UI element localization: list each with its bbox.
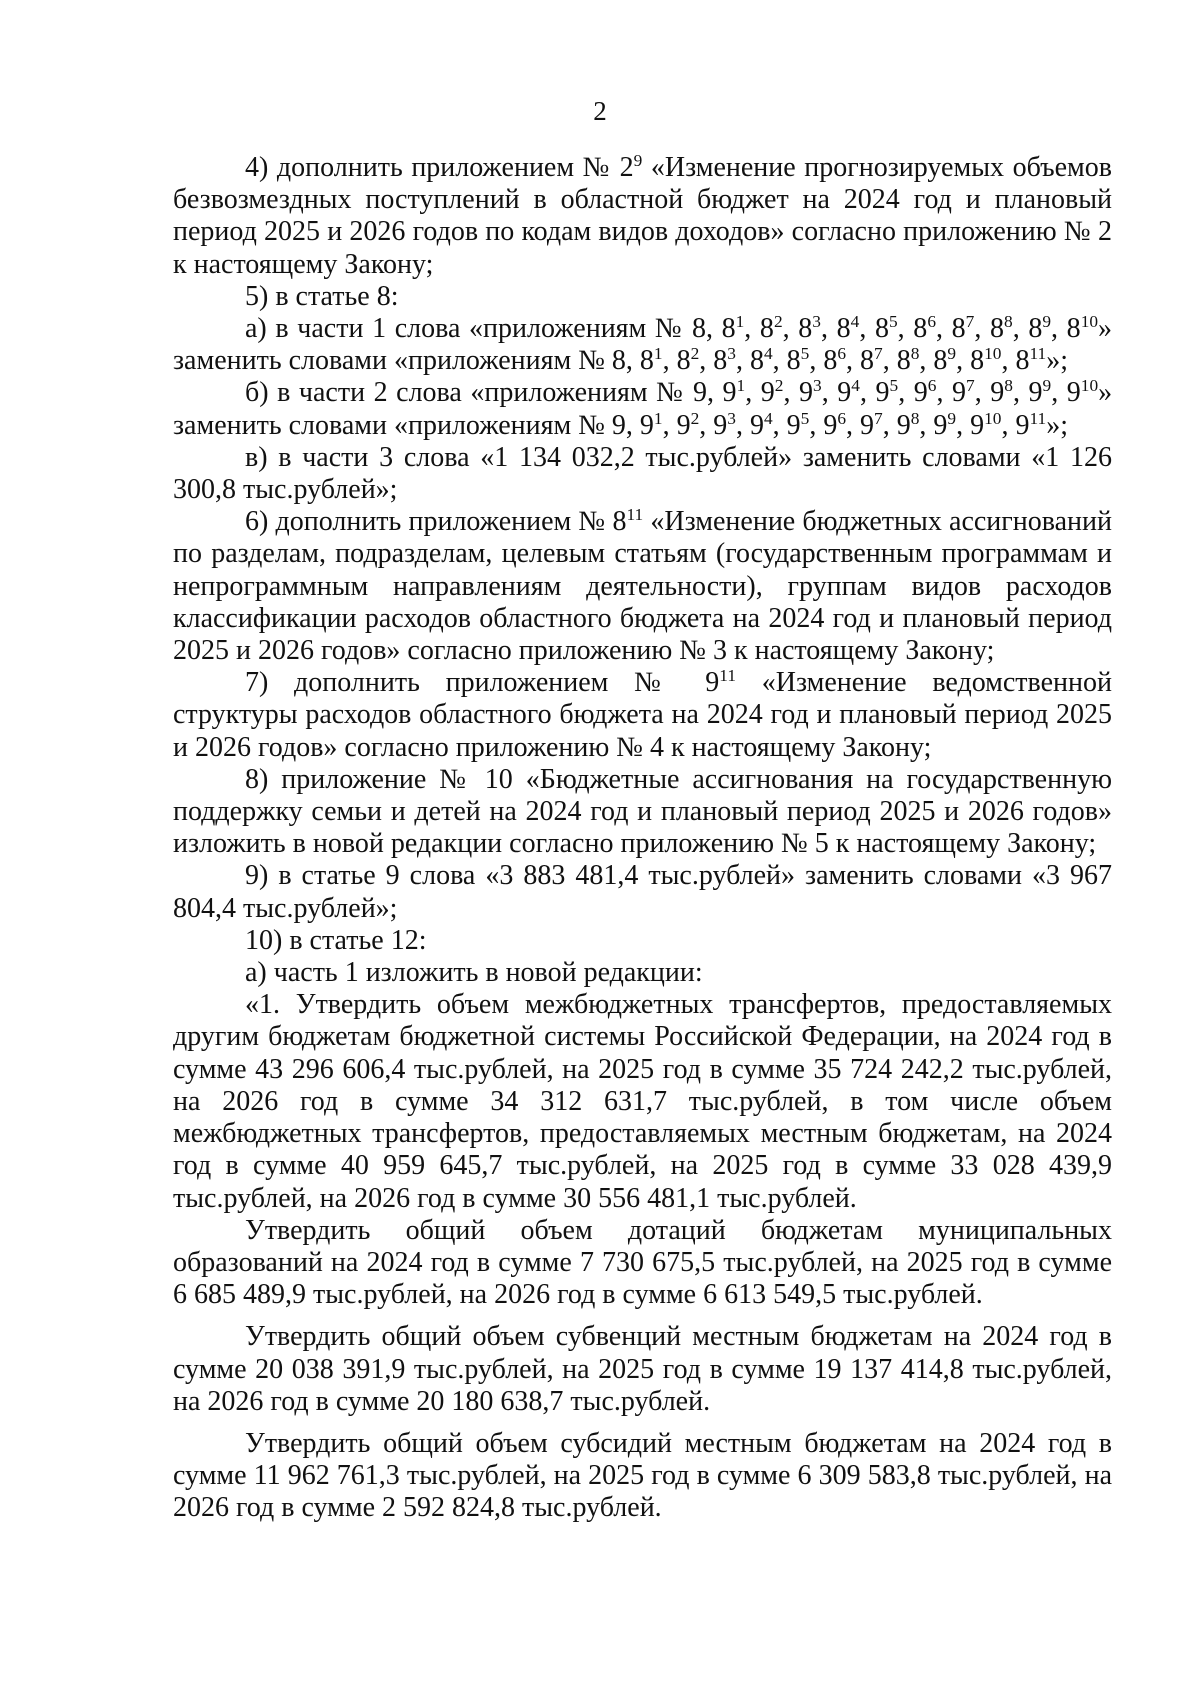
superscript-index: 2: [690, 344, 700, 364]
paragraph-text: , 9: [745, 377, 775, 409]
paragraph-text: 9) в статье 9 слова «3 883 481,4 тыс.рублей» заменить словами «3 967 804,4 тыс.рублей»;: [173, 860, 1112, 924]
paragraph-text: , 9: [956, 409, 985, 441]
superscript-index: 5: [889, 376, 899, 396]
paragraph-text: в) в части 3 слова «1 134 032,2 тыс.рублей» заменить словами «1 126 300,8 тыс.рублей»;: [173, 441, 1112, 506]
superscript-index: 6: [837, 344, 847, 364]
superscript-index: 9: [1042, 376, 1052, 396]
paragraph-text: , 8: [662, 345, 691, 377]
superscript-index: 4: [851, 376, 860, 396]
superscript-index: 9: [1042, 311, 1052, 331]
superscript-index: 2: [690, 408, 700, 428]
superscript-index: 8: [910, 344, 920, 364]
paragraph-text: , 9: [809, 409, 838, 441]
paragraph-text: » заменить словами «приложениям № 8, 8: [173, 313, 1113, 377]
superscript-index: 7: [965, 311, 975, 331]
superscript-index: 4: [763, 408, 773, 428]
paragraph-text: , 8: [1012, 313, 1043, 345]
superscript-index: 6: [927, 376, 937, 396]
paragraph-text: » заменить словами «приложениям № 9, 9: [173, 377, 1113, 441]
paragraph-text: «Изменение бюджетных ассигнований по разделам, подразделам, целевым статьям (государственным программам и непрограммным направлениям деятельности), группам видов расходов классификации расходов областного бюджета на 2024 год и плановый период 2025 и 2026 годов» согласно приложению № 3 к настоящему Закону;: [173, 506, 1112, 667]
paragraph: [173, 764, 1112, 861]
paragraph-text: , 9: [783, 377, 814, 409]
superscript-index: 11: [626, 505, 644, 525]
paragraph: [173, 1215, 1112, 1312]
superscript-index: 8: [1004, 376, 1013, 396]
superscript-index: 9: [947, 408, 957, 428]
superscript-index: 1: [736, 376, 746, 396]
paragraph-text: 5) в статье 8:: [245, 280, 399, 312]
paragraph: [173, 989, 1112, 1214]
paragraph-text: 10) в статье 12:: [245, 924, 427, 956]
superscript-index: 4: [763, 344, 773, 364]
paragraph-text: Утвердить общий объем субсидий местным бюджетам на 2024 год в сумме 11 962 761,3 тыс.рублей, на 2025 год в сумме 6 309 583,8 тыс.рублей, на 2026 год в сумме 2 592 824,8 тыс.рублей.: [173, 1427, 1112, 1524]
document-body: [173, 152, 1112, 1525]
paragraph-text: а) в части 1 слова «приложениям № 8, 8: [245, 313, 736, 345]
superscript-index: 6: [837, 408, 847, 428]
paragraph-text: , 8: [1051, 313, 1081, 345]
paragraph-text: , 9: [919, 409, 948, 441]
superscript-index: 3: [727, 344, 736, 364]
paragraph-text: , 8: [859, 313, 889, 345]
superscript-index: 10: [984, 344, 1002, 364]
paragraph-text: , 9: [662, 409, 691, 441]
paragraph-text: , 9: [735, 409, 764, 441]
paragraph: [173, 860, 1112, 924]
paragraph-text: , 8: [936, 313, 966, 345]
paragraph-text: , 9: [882, 409, 911, 441]
superscript-index: 11: [719, 666, 737, 686]
paragraph-text: , 8: [919, 345, 948, 377]
superscript-index: 5: [800, 408, 810, 428]
paragraph-text: , 8: [882, 345, 911, 377]
superscript-index: 9: [633, 150, 643, 170]
superscript-index: 11: [1029, 344, 1047, 364]
paragraph-text: , 8: [846, 345, 875, 377]
paragraph-text: , 8: [699, 345, 728, 377]
superscript-index: 3: [812, 311, 821, 331]
superscript-index: 10: [1080, 376, 1099, 396]
paragraph-text: «Изменение ведомственной структуры расходов областного бюджета на 2024 год и плановый период 2025 и 2026 годов» согласно приложению № 4 к настоящему Закону;: [173, 667, 1112, 763]
paragraph-text: 7) дополнить приложением № 9: [245, 667, 720, 699]
paragraph-text: , 8: [1001, 345, 1030, 377]
superscript-index: 5: [800, 344, 810, 364]
superscript-index: 11: [1029, 408, 1047, 428]
paragraph-text: 6) дополнить приложением № 8: [245, 506, 627, 538]
paragraph-text: Утвердить общий объем субвенций местным бюджетам на 2024 год в сумме 20 038 391,9 тыс.рублей, на 2025 год в сумме 19 137 414,8 тыс.рублей, на 2026 год в сумме 20 180 638,7 тыс.рублей.: [173, 1321, 1112, 1417]
paragraph-text: 8) приложение № 10 «Бюджетные ассигнования на государственную поддержку семьи и детей на 2024 год и плановый период 2025 и 2026 годов» изложить в новой редакции согласно приложению № 5 к настоящему Закону;: [173, 763, 1112, 860]
superscript-index: 7: [874, 408, 883, 428]
paragraph-text: б) в части 2 слова «приложениям № 9, 9: [245, 377, 737, 409]
paragraph-text: , 9: [936, 377, 967, 409]
paragraph-text: , 9: [974, 377, 1005, 409]
paragraph-text: , 9: [699, 409, 728, 441]
paragraph: [173, 1321, 1112, 1418]
paragraph: [173, 313, 1112, 377]
superscript-index: 2: [774, 376, 784, 396]
paragraph-text: , 8: [735, 345, 764, 377]
superscript-index: 6: [927, 311, 936, 331]
paragraph: [173, 1428, 1112, 1525]
paragraph-text: , 8: [809, 345, 838, 377]
paragraph-text: , 8: [956, 345, 985, 377]
superscript-index: 7: [874, 344, 883, 364]
paragraph: [173, 377, 1112, 441]
paragraph: [173, 442, 1112, 506]
paragraph-text: , 9: [846, 409, 875, 441]
superscript-index: 2: [773, 311, 783, 331]
paragraph-text: , 8: [974, 313, 1004, 345]
paragraph: [173, 152, 1112, 281]
paragraph-text: »;: [1046, 345, 1068, 377]
superscript-index: 8: [910, 408, 920, 428]
paragraph-text: 4) дополнить приложением № 2: [245, 152, 634, 183]
paragraph-text: «1. Утвердить объем межбюджетных трансфертов, предоставляемых другим бюджетам бюджетной системы Российской Федерации, на 2024 год в сумме 43 296 606,4 тыс.рублей, на 2025 год в сумме 35 724 242,2 тыс.рублей, на 2026 год в сумме 34 312 631,7 тыс.рублей, в том числе объем межбюджетных трансфертов, предоставляемых местным бюджетам, на 2024 год в сумме 40 959 645,7 тыс.рублей, на 2025 год в сумме 33 028 439,9 тыс.рублей, на 2026 год в сумме 30 556 481,1 тыс.рублей.: [173, 989, 1112, 1214]
page-number: 2: [593, 96, 607, 126]
paragraph-text: , 9: [821, 377, 852, 409]
paragraph-text: а) часть 1 изложить в новой редакции:: [245, 957, 703, 989]
paragraph: [173, 957, 1112, 989]
superscript-index: 10: [984, 408, 1002, 428]
paragraph-text: , 9: [859, 377, 890, 409]
paragraph-text: , 8: [772, 345, 801, 377]
paragraph: [173, 925, 1112, 957]
superscript-index: 1: [653, 344, 663, 364]
paragraph-text: «Изменение прогнозируемых объемов безвозмездных поступлений в областной бюджет на 2024 год и плановый период 2025 и 2026 годов по кодам видов доходов» согласно приложению № 2 к настоящему Закону;: [173, 152, 1112, 280]
paragraph: [173, 667, 1112, 764]
paragraph: [173, 506, 1112, 667]
superscript-index: 10: [1080, 311, 1099, 331]
paragraph-text: , 9: [898, 377, 928, 409]
superscript-index: 1: [653, 408, 663, 428]
superscript-index: 4: [850, 311, 860, 331]
paragraph-text: , 9: [1012, 377, 1043, 409]
superscript-index: 5: [888, 311, 898, 331]
paragraph-text: , 9: [1001, 409, 1030, 441]
paragraph-text: , 8: [782, 313, 813, 345]
paragraph-text: , 8: [820, 313, 851, 345]
superscript-index: 9: [947, 344, 957, 364]
superscript-index: 3: [727, 408, 736, 428]
superscript-index: 8: [1004, 311, 1013, 331]
paragraph: [173, 281, 1112, 313]
superscript-index: 7: [966, 376, 975, 396]
paragraph-text: , 9: [1051, 377, 1081, 409]
superscript-index: 3: [813, 376, 822, 396]
paragraph-text: Утвердить общий объем дотаций бюджетам муниципальных образований на 2024 год в сумме 7 730 675,5 тыс.рублей, на 2025 год в сумме 6 685 489,9 тыс.рублей, на 2026 год в сумме 6 613 549,5 тыс.рублей.: [173, 1214, 1112, 1311]
superscript-index: 1: [735, 311, 745, 331]
paragraph-text: »;: [1046, 409, 1068, 441]
paragraph-text: , 8: [744, 313, 774, 345]
paragraph-text: , 8: [897, 313, 928, 345]
paragraph-text: , 9: [772, 409, 801, 441]
